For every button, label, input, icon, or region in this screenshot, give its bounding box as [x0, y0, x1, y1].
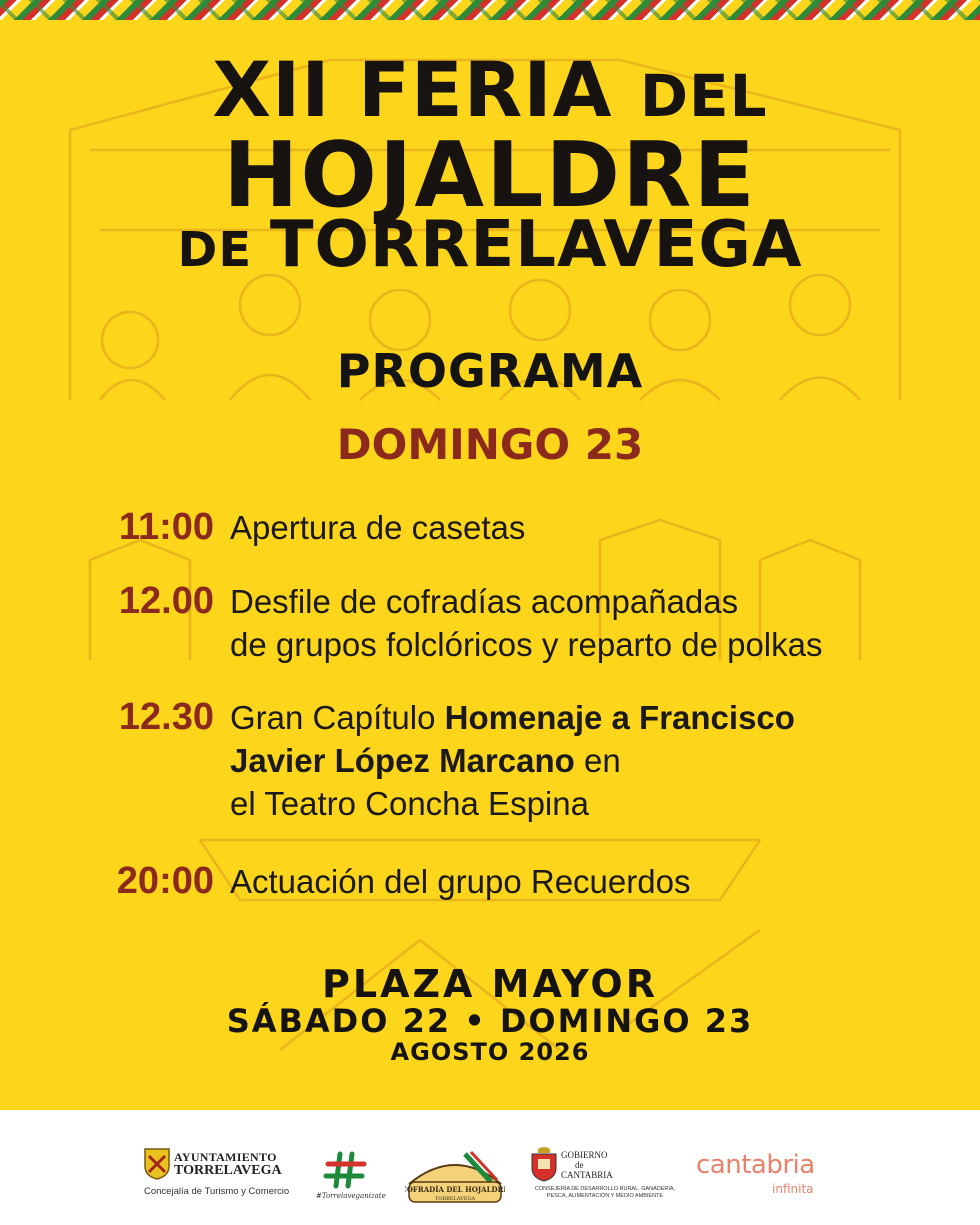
title-line-3 [0, 210, 980, 285]
event-time: 20:00 [116, 860, 214, 902]
title-line-3-de: DE [177, 222, 270, 278]
cantabria-logo [696, 1150, 836, 1200]
cantabria-subtitle: infinita [772, 1182, 814, 1196]
event-description-line-2: de grupos folclóricos y reparto de polkas [230, 626, 823, 663]
hashtag-text: #Torrelaveganizate [316, 1192, 386, 1200]
event-description: Apertura de casetas [230, 509, 526, 546]
cofradia-emblem [405, 1146, 505, 1206]
event-description [230, 696, 930, 825]
cantabria-wordmark: cantabria [696, 1150, 815, 1180]
program-day: DOMINGO 23 [336, 420, 644, 469]
event-description-part: el Teatro Concha Espina [230, 785, 589, 822]
gobierno-logo [525, 1146, 685, 1206]
ayuntamiento-logo [144, 1146, 294, 1206]
gobierno-name-2: de [575, 1160, 584, 1170]
cofradia-logo [405, 1146, 505, 1206]
event-description: Actuación del grupo Recuerdos [230, 863, 691, 900]
sponsor-bar [0, 1110, 980, 1225]
gobierno-name-1: GOBIERNO [561, 1150, 608, 1160]
event-description-line-1: Desfile de cofradías acompañadas [230, 583, 739, 620]
hashtag-icon [316, 1150, 376, 1190]
cofradia-name: COFRADÍA DEL HOJALDRE [405, 1185, 505, 1194]
event-description-bold: Javier López Marcano [230, 742, 575, 779]
program-heading: PROGRAMA [336, 344, 644, 398]
event-time: 11:00 [118, 506, 214, 548]
title-line-1-main: XII FERIA [212, 45, 640, 134]
gobierno-dept: CONSEJERÍA DE DESARROLLO RURAL, GANADERÍA, PESCA, ALIMENTACIÓN Y MEDIO AMBIENTE [534, 1186, 676, 1199]
event-description-part: en [574, 742, 621, 779]
ayuntamiento-name-1: AYUNTAMIENTO [174, 1150, 277, 1164]
title-line-1-del: DEL [639, 62, 768, 130]
title-line-3-city: TORRELAVEGA [269, 208, 803, 282]
coat-of-arms-icon [529, 1146, 559, 1182]
ayuntamiento-dept: Concejalía de Turismo y Comercio [144, 1186, 290, 1197]
venue-dates: SÁBADO 22 • DOMINGO 23 [226, 1002, 754, 1040]
event-description-part: Gran Capítulo [230, 699, 445, 736]
shield-icon [144, 1148, 170, 1180]
venue-place: PLAZA MAYOR [322, 962, 658, 1006]
title-line-2: HOJALDRE [223, 123, 757, 228]
event-description [230, 580, 930, 666]
venue-month: AGOSTO 2026 [390, 1038, 590, 1066]
event-time: 12.30 [118, 696, 214, 738]
event-description-bold: Homenaje a Francisco [444, 699, 795, 736]
gobierno-name [561, 1150, 613, 1180]
ayuntamiento-name-2: TORRELAVEGA [174, 1163, 282, 1178]
gobierno-name-3: CANTABRIA [561, 1170, 613, 1180]
cofradia-city: TORRELAVEGA [434, 1196, 476, 1202]
hashtag-logo [316, 1150, 386, 1206]
event-time: 12.00 [118, 580, 214, 622]
